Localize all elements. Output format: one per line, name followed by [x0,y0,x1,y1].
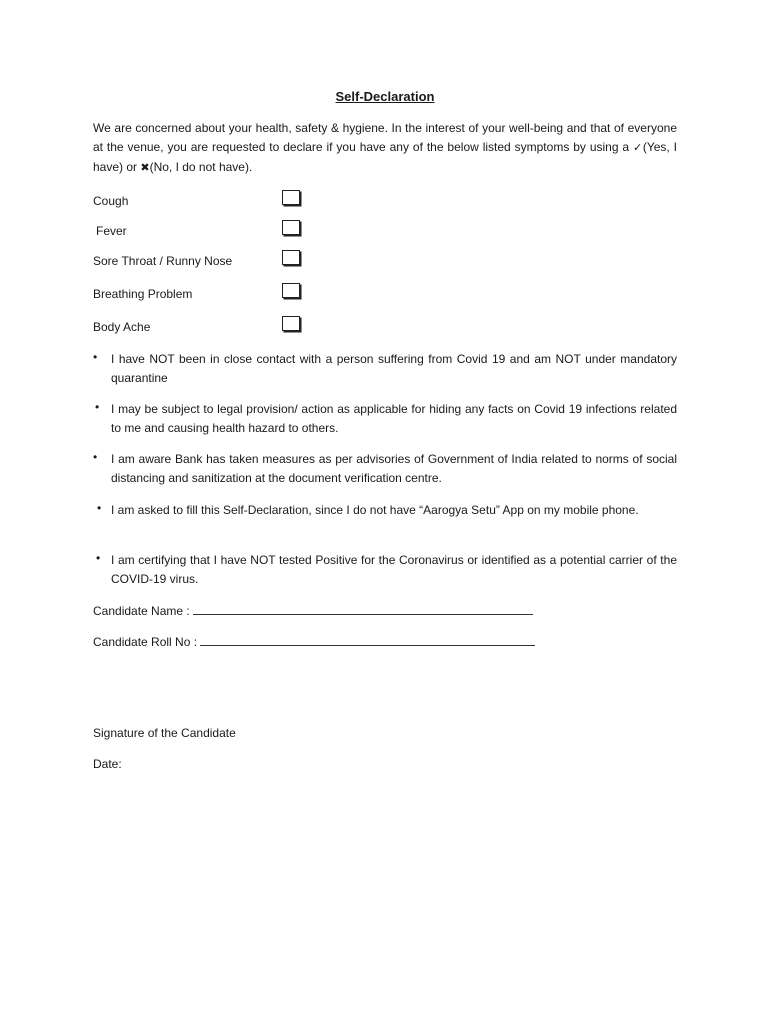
signature-label: Signature of the Candidate [93,726,236,740]
declaration-text: I am certifying that I have NOT tested Positive for the Coronavirus or identified as a potential carrier of the COVID-19 virus. [111,553,677,586]
declaration-text: I am aware Bank has taken measures as per advisories of Government of India related to norms of social distancing and sanitization at the document verification centre. [111,452,677,485]
candidate-roll-label: Candidate Roll No : [93,635,201,649]
intro-paragraph [93,119,677,178]
symptom-label: Fever [96,224,127,238]
candidate-roll-blank[interactable] [200,634,535,646]
declaration-text: I have NOT been in close contact with a person suffering from Covid 19 and am NOT under mandatory quarantine [111,352,677,385]
bullet-icon: • [93,350,98,364]
document-title: Self-Declaration [335,89,435,104]
symptom-label: Sore Throat / Runny Nose [93,254,233,268]
symptom-checkbox-breathing-problem[interactable] [282,283,300,298]
symptom-label: Breathing Problem [93,287,193,301]
candidate-name-blank[interactable] [193,603,533,615]
declaration-text: I may be subject to legal provision/ action as applicable for hiding any facts on Covid 19 infections related to me and causing health hazard to others. [111,402,677,435]
candidate-name-field [93,603,533,618]
symptom-checkbox-cough[interactable] [282,190,300,205]
candidate-roll-field [93,634,535,649]
bullet-icon: • [95,400,100,414]
symptom-label: Cough [93,194,129,208]
intro-text-2: (Yes, I have) or [93,140,678,174]
declaration-text: I am asked to fill this Self-Declaration, since I do not have “Aarogya Setu” App on my mobile phone. [111,503,639,517]
symptom-checkbox-fever[interactable] [282,220,300,235]
bullet-icon: • [93,450,98,464]
candidate-name-label: Candidate Name : [93,604,194,618]
cross-mark-icon: ✖ [140,162,150,174]
bullet-icon: • [96,551,101,565]
symptom-checkbox-sore-throat[interactable] [282,250,300,265]
check-mark-icon: ✓ [633,142,643,154]
symptom-checkbox-body-ache[interactable] [282,316,300,331]
date-label: Date: [93,757,122,771]
symptom-label: Body Ache [93,320,151,334]
intro-text-1: We are concerned about your health, safety & hygiene. In the interest of your well-being and that of everyone at the venue, you are requested to declare if you have any of the below listed symptoms by using a [93,121,677,154]
bullet-icon: • [97,501,102,515]
intro-text-3: (No, I do not have). [149,160,253,174]
